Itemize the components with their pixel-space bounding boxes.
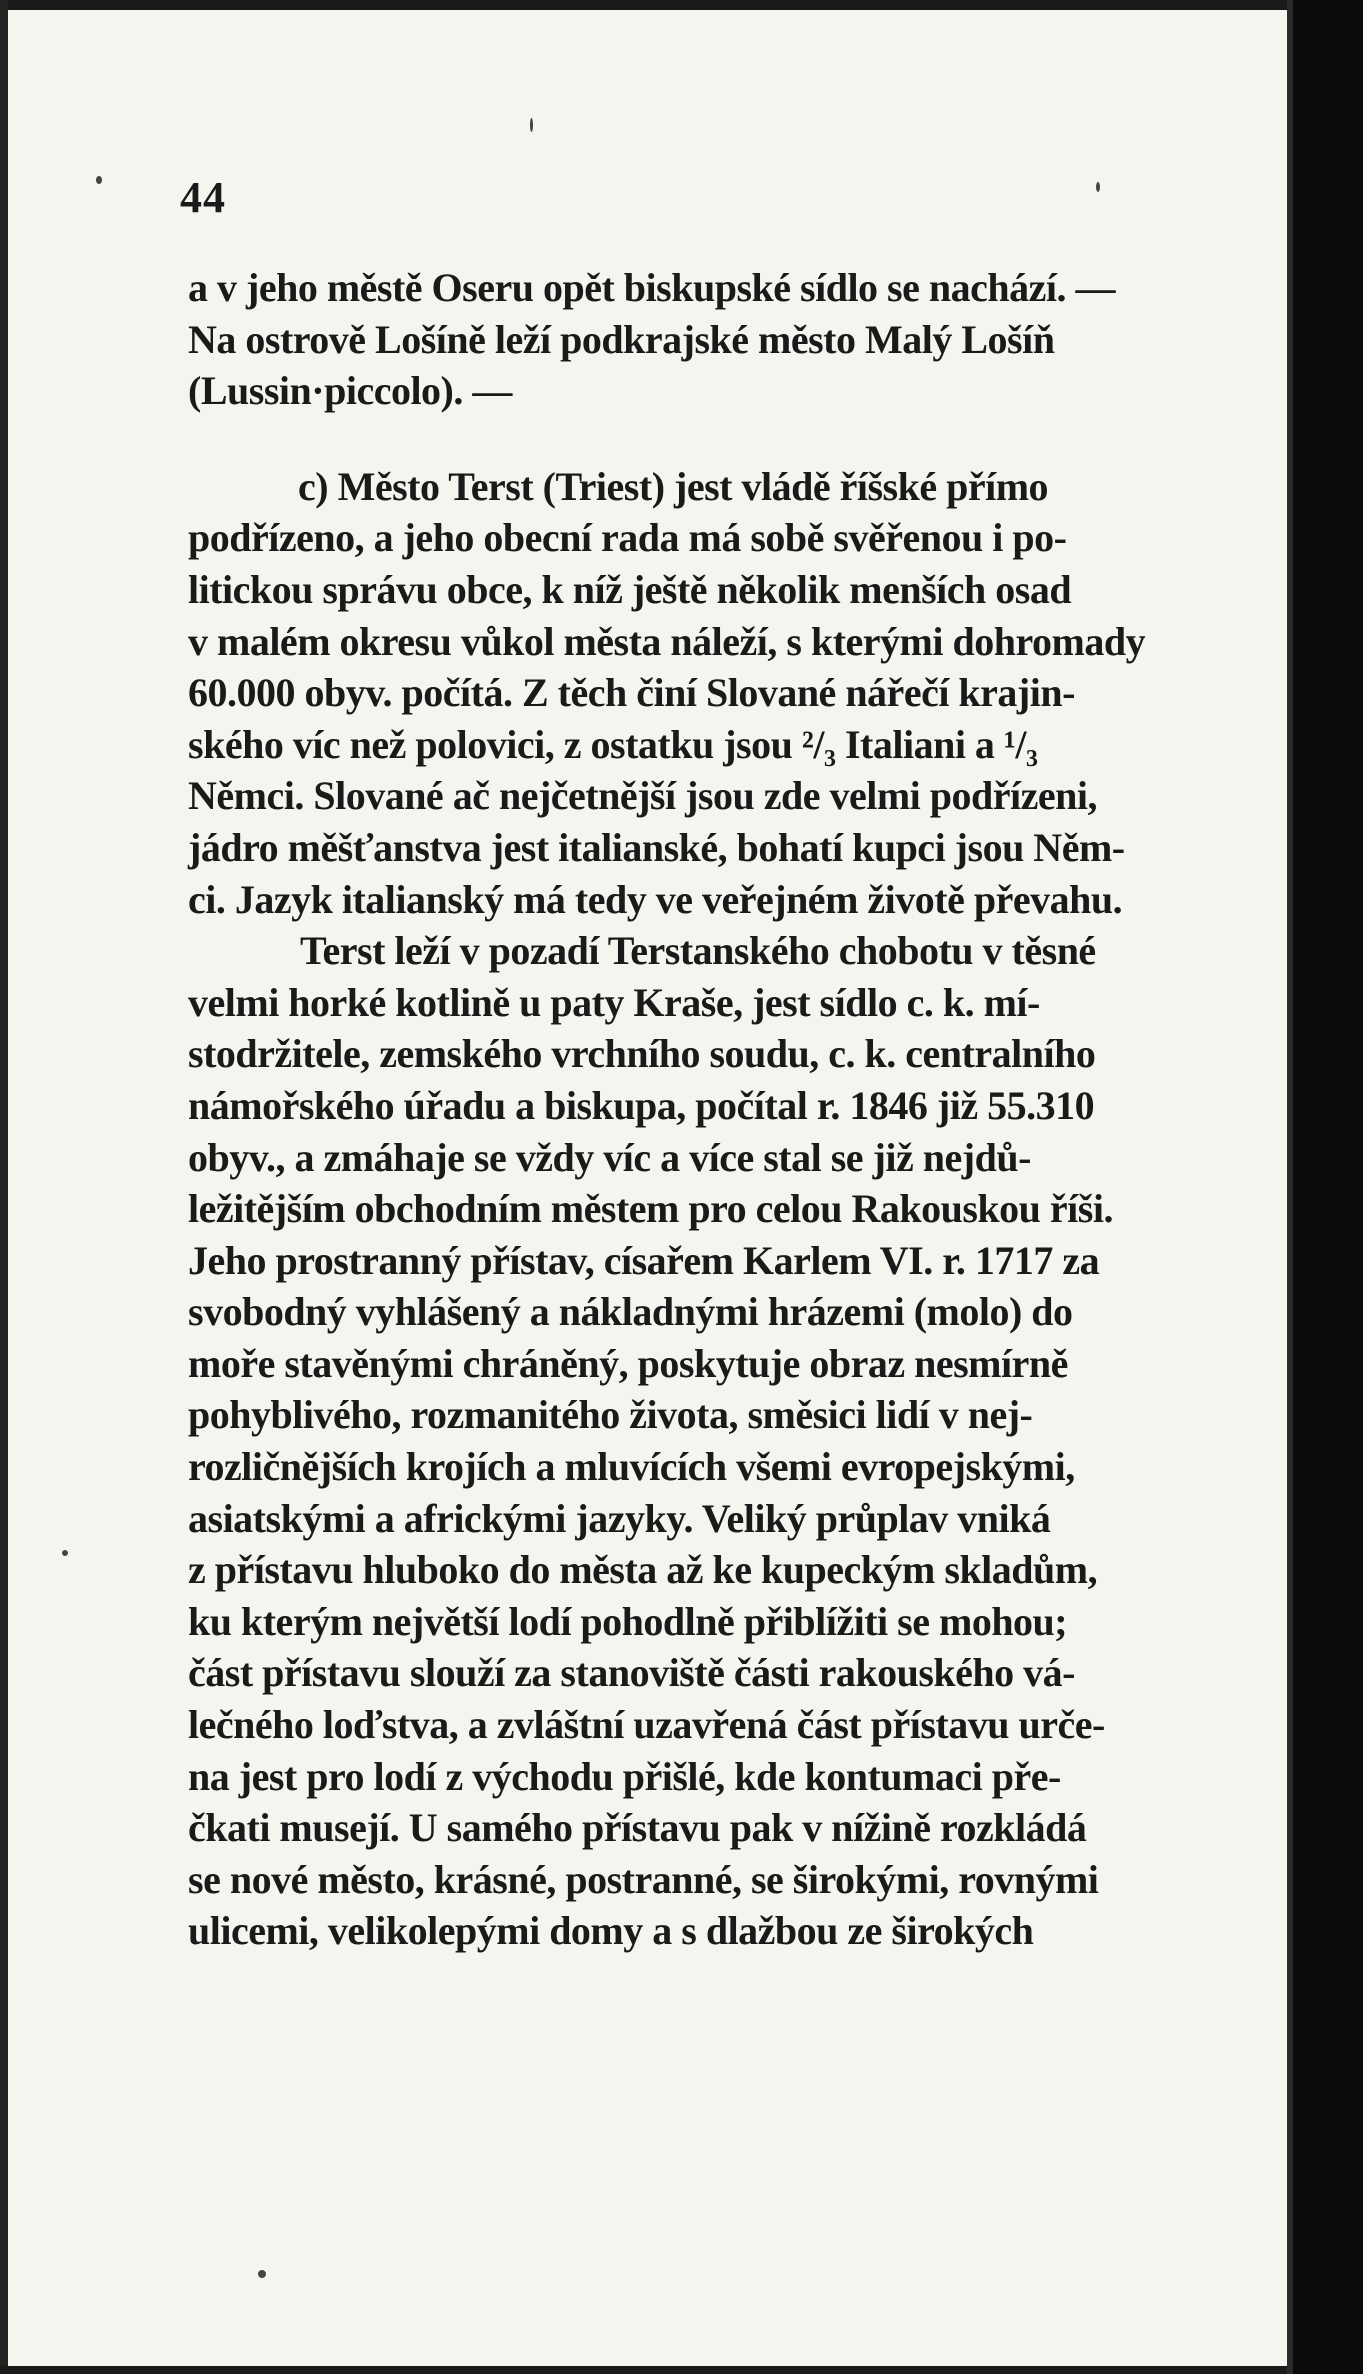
text-line: asiatskými a africkými jazyky. Veliký průplav vniká — [188, 1495, 1051, 1541]
scan-speck — [258, 2270, 266, 2278]
text-line: část přístavu slouží za stanoviště části rakouského vá- — [188, 1650, 1075, 1696]
scan-edge-left — [0, 0, 8, 2374]
text-line: (Lussin·piccolo). — — [188, 368, 512, 414]
paragraph-gap — [188, 417, 1216, 461]
scan-edge-right — [1293, 0, 1363, 2374]
text-line: rozličnějších krojích a mluvících všemi evropejskými, — [188, 1444, 1075, 1490]
scan-speck — [62, 1550, 68, 1556]
text-line: litickou správu obce, k níž ještě několik menších osad — [188, 566, 1072, 612]
text-line: se nové město, krásné, postranné, se širokými, rovnými — [188, 1856, 1099, 1902]
text-line: podřízeno, a jeho obecní rada má sobě svěřenou i po- — [188, 515, 1067, 561]
text-line: moře stavěnými chráněný, poskytuje obraz nesmírně — [188, 1340, 1068, 1386]
text-line: Jeho prostranný přístav, císařem Karlem VI. r. 1717 za — [188, 1237, 1100, 1283]
text-line: ležitějším obchodním městem pro celou Rakouskou říši. — [188, 1186, 1113, 1232]
scan-speck — [96, 176, 102, 184]
text-line: ského víc než polovici, z ostatku jsou ²/₃ Italiani a ¹/₃ — [188, 721, 1038, 767]
text-line: svobodný vyhlášený a nákladnými hrázemi (molo) do — [188, 1289, 1073, 1335]
text-line: ci. Jazyk italianský má tedy ve veřejném životě převahu. — [188, 876, 1123, 922]
text-line: v malém okresu vůkol města náleží, s kterými dohromady — [188, 618, 1146, 664]
text-line: ulicemi, velikolepými domy a s dlažbou ze širokých — [188, 1908, 1034, 1954]
scan-edge-bottom — [0, 2366, 1287, 2374]
scan-edge-top — [0, 0, 1287, 10]
text-line: c) Město Terst (Triest) jest vládě říšské přímo — [298, 463, 1049, 509]
text-line: námořského úřadu a biskupa, počítal r. 1846 již 55.310 — [188, 1082, 1095, 1128]
text-line: pohyblivého, rozmanitého života, směsici lidí v nej- — [188, 1392, 1033, 1438]
text-line: lečného loďstva, a zvláštní uzavřená část přístavu urče- — [188, 1702, 1105, 1748]
text-line: Terst leží v pozadí Terstanského chobotu v těsné — [300, 928, 1096, 974]
text-line: stodržitele, zemského vrchního soudu, c. k. centralního — [188, 1031, 1096, 1077]
text-line: a v jeho městě Oseru opět biskupské sídlo se nachází. — — [188, 265, 1115, 310]
text-line: z přístavu hluboko do města až ke kupeckým skladům, — [188, 1547, 1098, 1593]
body-text — [188, 262, 1216, 1957]
page-number: 44 — [180, 173, 226, 222]
text-line: čkati musejí. U samého přístavu pak v nížině rozkládá — [188, 1805, 1087, 1851]
text-line: Na ostrově Lošíně leží podkrajské město Malý Lošíň — [188, 316, 1055, 362]
text-line: Němci. Slované ač nejčetnější jsou zde velmi podřízeni, — [188, 773, 1098, 819]
text-line: na jest pro lodí z východu přišlé, kde kontumaci pře- — [188, 1753, 1061, 1799]
scan-speck — [1096, 182, 1100, 192]
text-line: jádro měšťanstva jest italianské, bohatí kupci jsou Něm- — [188, 824, 1125, 870]
text-line: ku kterým největší lodí pohodlně přiblížiti se mohou; — [188, 1598, 1068, 1644]
scan-speck — [530, 118, 533, 132]
text-line: 60.000 obyv. počítá. Z těch činí Slované nářečí krajin- — [188, 670, 1075, 716]
text-line: velmi horké kotlině u paty Kraše, jest sídlo c. k. mí- — [188, 979, 1040, 1025]
text-line: obyv., a zmáhaje se vždy víc a více stal se již nejdů- — [188, 1134, 1031, 1180]
